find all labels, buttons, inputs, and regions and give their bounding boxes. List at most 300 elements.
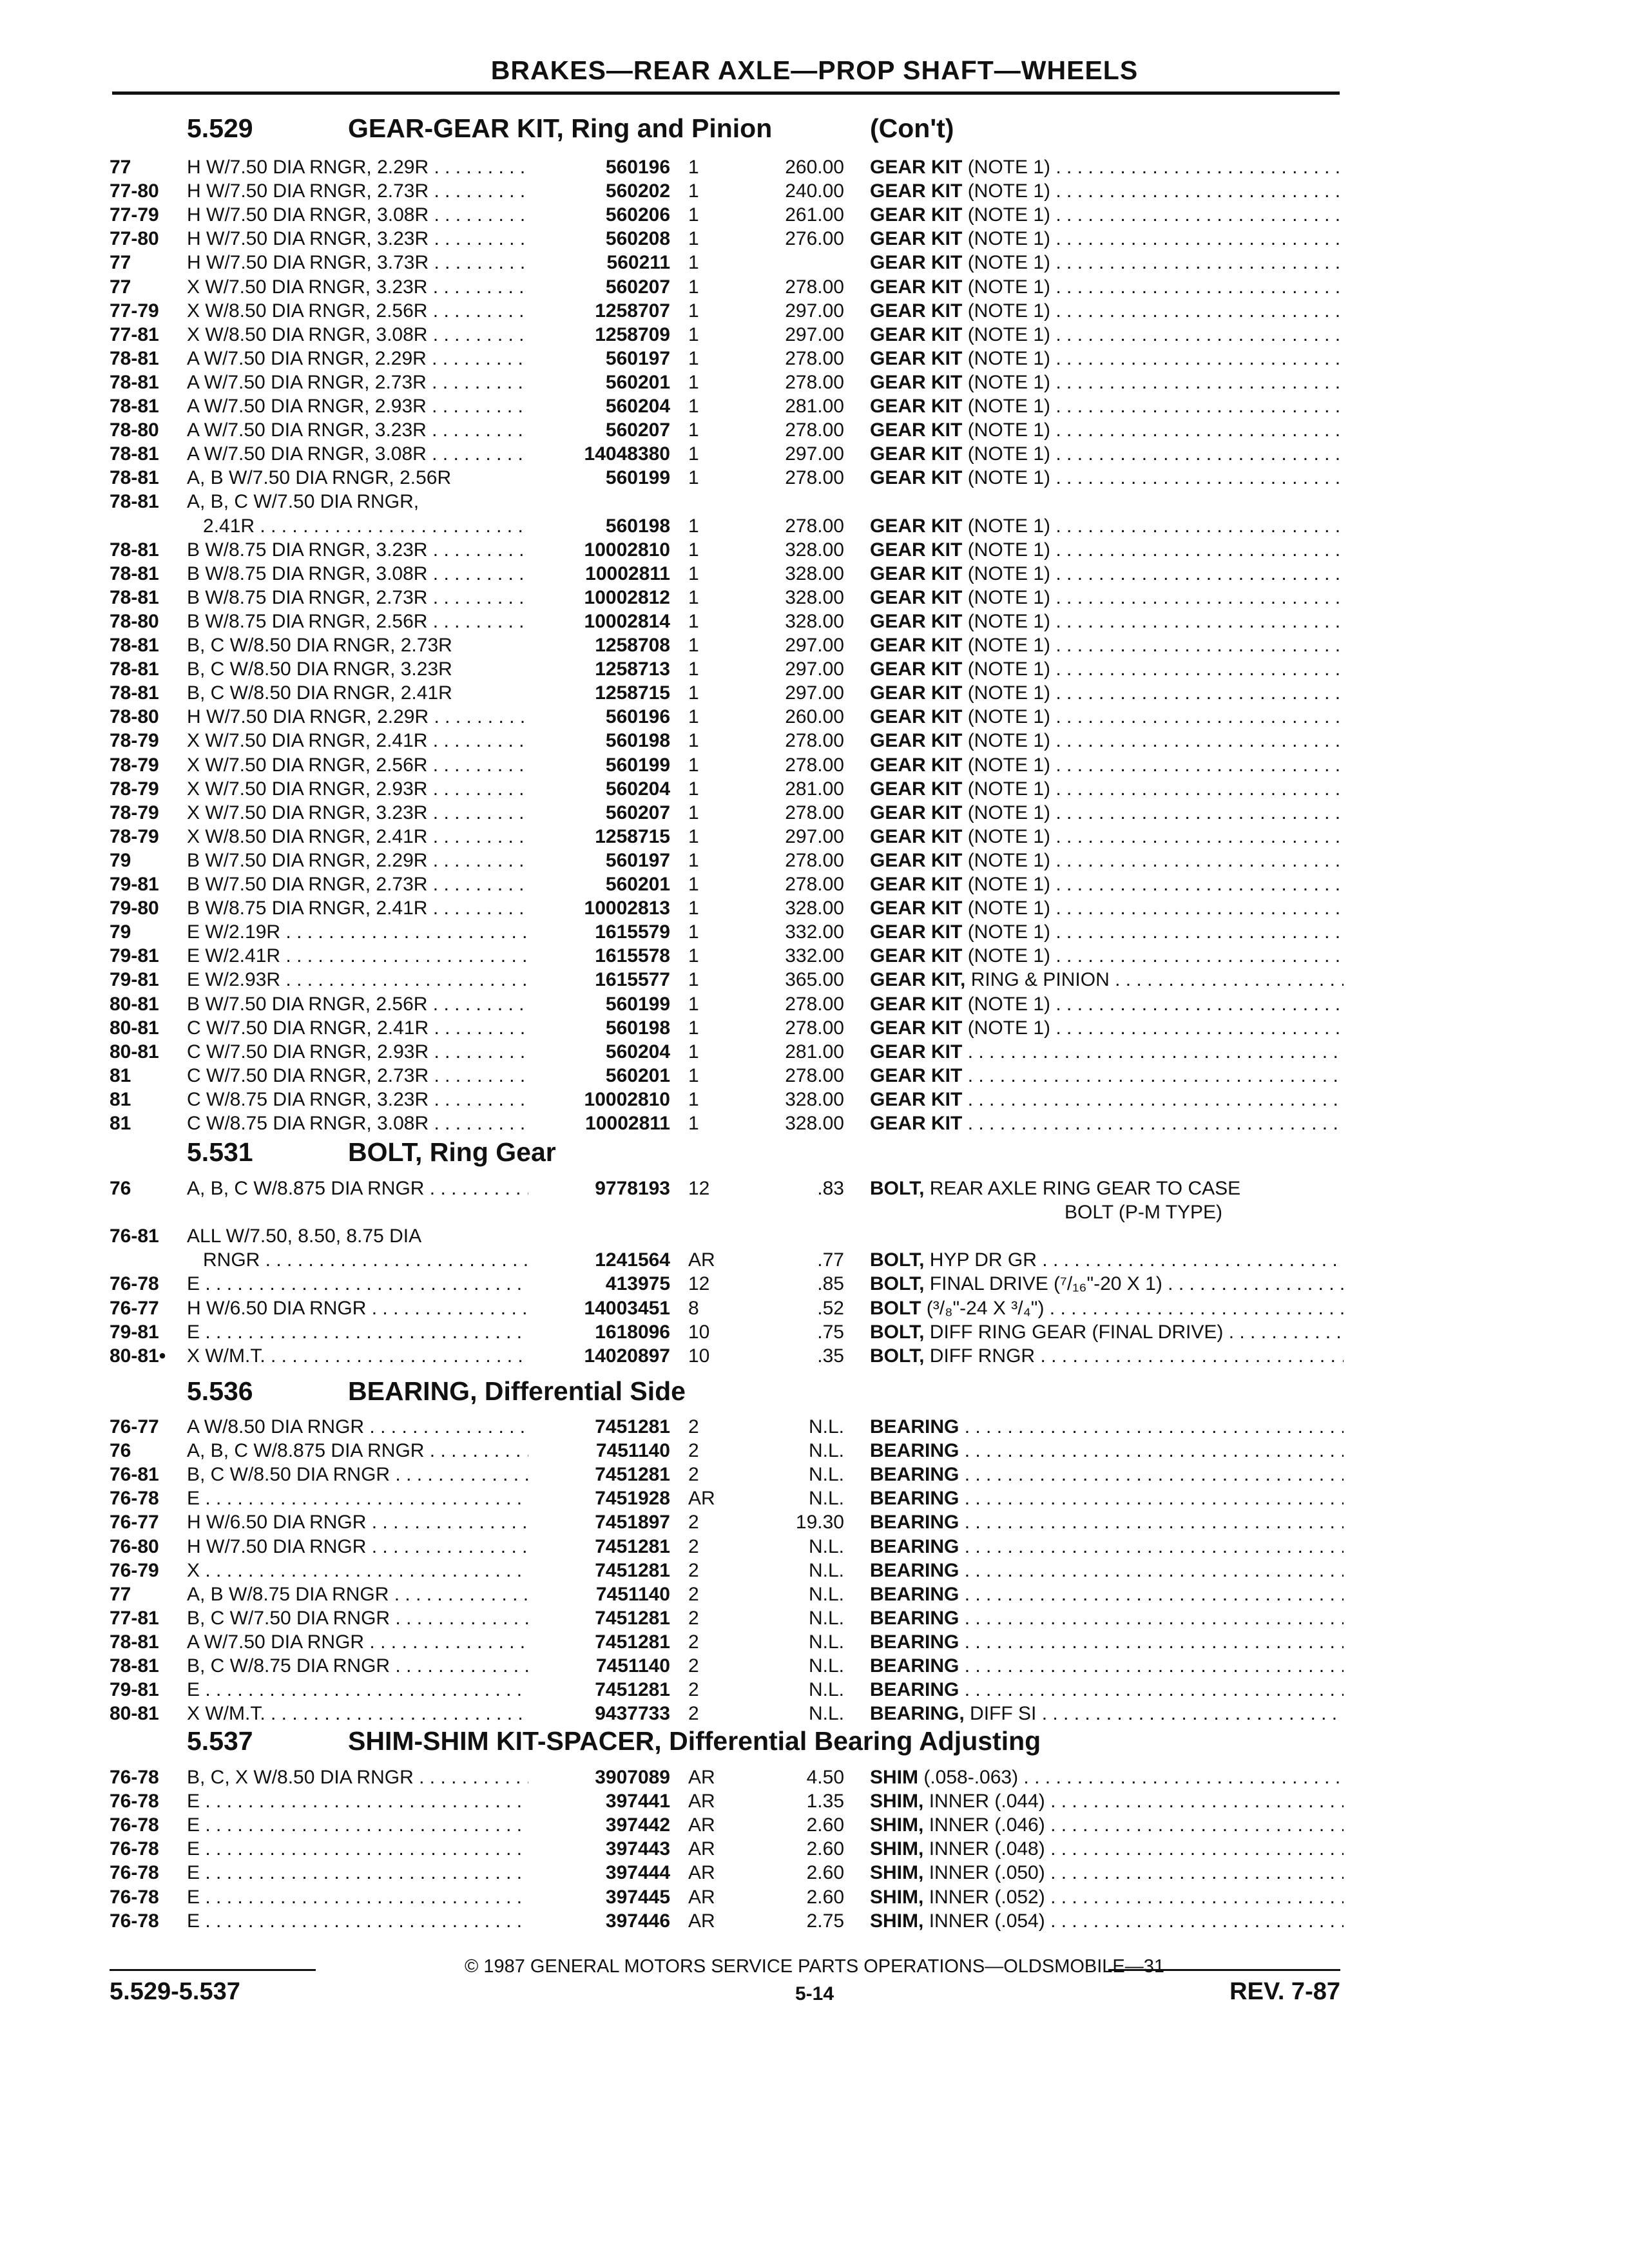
row-part-number: 10002812: [584, 586, 670, 608]
row-price: 261.00: [785, 204, 844, 226]
row-part-name-bold: GEAR KIT,: [870, 969, 966, 991]
row-price: 332.00: [785, 945, 844, 967]
row-description: E . . .: [187, 1320, 528, 1344]
row-quantity: 1: [688, 635, 699, 656]
row-part-name-bold: BOLT,: [870, 1321, 925, 1343]
row-part-name: [870, 1535, 1344, 1559]
row-description: B, C, X W/8.50 DIA RNGR . . .: [187, 1765, 528, 1789]
row-quantity: 1: [688, 849, 699, 871]
row-description: C W/7.50 DIA RNGR, 2.73R . . .: [187, 1064, 528, 1088]
row-price: 297.00: [785, 300, 844, 322]
row-part-name-detail: (³/₈"-24 X ³/₄"): [926, 1297, 1045, 1319]
row-years: 76: [110, 1440, 131, 1462]
row-part-name-bold: SHIM,: [870, 1886, 924, 1908]
row-quantity: 1: [688, 204, 699, 226]
row-part-name-detail: (NOTE 1): [967, 730, 1051, 752]
table-row: [0, 1678, 1629, 1702]
row-part-name: [870, 1559, 1344, 1582]
row-part-name-bold: GEAR KIT: [870, 825, 963, 847]
footer-copyright: © 1987 GENERAL MOTORS SERVICE PARTS OPERATIONS—OLDSMOBILE—31: [464, 1956, 1165, 1977]
row-description: A, B W/8.75 DIA RNGR . . .: [187, 1582, 528, 1606]
row-years: 76-78: [110, 1488, 159, 1510]
row-years: 76-81: [110, 1464, 159, 1486]
row-part-number: 560204: [605, 778, 670, 800]
row-quantity: 1: [688, 993, 699, 1015]
table-row: [0, 203, 1629, 227]
row-part-name: [870, 633, 1344, 657]
table-row: [0, 1320, 1629, 1344]
row-part-name: [870, 1415, 1344, 1439]
row-description: B W/7.50 DIA RNGR, 2.56R . . .: [187, 992, 528, 1016]
row-price: 281.00: [785, 1041, 844, 1062]
row-part-name: [870, 872, 1344, 896]
row-part-name: [870, 155, 1344, 179]
row-years: 78-81: [110, 467, 159, 489]
row-description: E . . .: [187, 1861, 528, 1885]
row-part-name-detail: (NOTE 1): [967, 276, 1051, 298]
row-quantity: 1: [688, 562, 699, 584]
row-years: 78-79: [110, 825, 159, 847]
row-years: 78-81: [110, 635, 159, 656]
row-part-number: 413975: [605, 1273, 670, 1295]
row-part-number: 7451281: [595, 1607, 670, 1629]
row-part-name-bold: GEAR KIT: [870, 347, 963, 369]
row-part-number: 560197: [605, 347, 670, 369]
row-description: X W/8.50 DIA RNGR, 2.56R . . .: [187, 299, 528, 323]
row-part-name: [870, 920, 1344, 944]
table-row: [0, 514, 1629, 538]
row-part-name-detail: (NOTE 1): [967, 228, 1051, 250]
row-part-name-bold: GEAR KIT: [870, 419, 963, 441]
table-row: [0, 1535, 1629, 1559]
row-part-number: 560199: [605, 993, 670, 1015]
row-part-number: 560196: [605, 157, 670, 178]
row-price: 281.00: [785, 396, 844, 417]
row-part-name: [870, 227, 1344, 251]
row-part-name-detail: (NOTE 1): [967, 754, 1051, 776]
row-years: 81: [110, 1088, 131, 1110]
row-part-name-bold: GEAR KIT: [870, 1113, 963, 1134]
row-part-number: 560204: [605, 1041, 670, 1062]
row-part-name: [870, 1813, 1344, 1837]
row-quantity: AR: [688, 1249, 715, 1271]
table-row: [0, 944, 1629, 968]
table-row: [0, 681, 1629, 705]
row-part-name-bold: GEAR KIT: [870, 323, 963, 345]
row-quantity: 2: [688, 1703, 699, 1725]
row-part-name-bold: BEARING,: [870, 1703, 965, 1725]
table-row: [0, 179, 1629, 203]
row-part-number: 1615579: [595, 921, 670, 943]
row-years: 77: [110, 1583, 131, 1605]
row-part-name: [870, 1654, 1344, 1678]
row-part-name-bold: GEAR KIT: [870, 1088, 963, 1110]
row-price: 297.00: [785, 323, 844, 345]
table-row: [0, 1813, 1629, 1837]
row-years: 76-78: [110, 1814, 159, 1836]
row-part-name-detail: (NOTE 1): [967, 682, 1051, 704]
row-part-name-bold: BOLT: [870, 1297, 921, 1319]
row-description: E W/2.41R . . .: [187, 944, 528, 968]
row-quantity: AR: [688, 1838, 715, 1860]
row-quantity: 1: [688, 323, 699, 345]
row-part-name: [870, 681, 1344, 705]
row-quantity: 2: [688, 1559, 699, 1581]
row-quantity: 1: [688, 874, 699, 895]
row-part-number: 7451140: [595, 1440, 670, 1462]
row-part-name-bold: GEAR KIT: [870, 515, 963, 537]
row-part-name: [870, 1040, 1344, 1064]
row-quantity: 2: [688, 1679, 699, 1701]
row-description: X W/7.50 DIA RNGR, 3.23R . . .: [187, 801, 528, 825]
row-part-name-detail: INNER (.048): [929, 1838, 1045, 1860]
row-description: H W/7.50 DIA RNGR, 3.73R . . .: [187, 251, 528, 274]
row-price: 19.30: [795, 1512, 844, 1533]
row-part-name-detail: DIFF RING GEAR (FINAL DRIVE): [929, 1321, 1224, 1343]
table-row: [0, 801, 1629, 825]
table-row: [0, 1606, 1629, 1630]
row-price: N.L.: [808, 1631, 844, 1653]
row-quantity: 2: [688, 1416, 699, 1437]
table-row: [0, 1200, 1629, 1224]
row-part-name-detail: (NOTE 1): [967, 849, 1051, 871]
header-rule: [112, 91, 1340, 95]
row-part-name-detail: (NOTE 1): [967, 539, 1051, 561]
row-part-name-detail: (NOTE 1): [967, 586, 1051, 608]
table-row: [0, 1272, 1629, 1296]
row-years: 76-78: [110, 1273, 159, 1295]
row-price: 278.00: [785, 874, 844, 895]
row-description: A W/7.50 DIA RNGR, 3.23R . . .: [187, 418, 528, 442]
table-row: [0, 1344, 1629, 1368]
table-row: [0, 1248, 1629, 1272]
row-part-name-detail: (NOTE 1): [967, 467, 1051, 489]
table-row: [0, 657, 1629, 681]
row-years: 79-80: [110, 898, 159, 919]
row-years: 78-80: [110, 419, 159, 441]
row-years: 79-81: [110, 945, 159, 967]
row-part-name-detail: (NOTE 1): [967, 825, 1051, 847]
row-part-number: 10002810: [584, 1088, 670, 1110]
row-quantity: 1: [688, 802, 699, 823]
table-row: [0, 562, 1629, 586]
row-part-number: 397443: [605, 1838, 670, 1860]
row-part-name: [870, 657, 1344, 681]
row-years: 78-81: [110, 586, 159, 608]
row-description: X W/M.T. . . .: [187, 1702, 528, 1725]
row-part-number: 560202: [605, 180, 670, 202]
row-description: A W/8.50 DIA RNGR . . .: [187, 1415, 528, 1439]
table-row: [0, 490, 1629, 514]
row-part-number: 7451281: [595, 1631, 670, 1653]
row-part-name-bold: GEAR KIT: [870, 874, 963, 895]
row-part-number: 7451897: [595, 1512, 670, 1533]
row-part-name: [870, 1678, 1344, 1702]
row-part-name: [870, 1016, 1344, 1040]
row-price: 2.60: [806, 1886, 844, 1908]
row-part-number: 7451281: [595, 1464, 670, 1486]
row-years: 78-81: [110, 539, 159, 561]
row-quantity: 1: [688, 1017, 699, 1039]
row-part-name-bold: GEAR KIT: [870, 658, 963, 680]
row-years: 78-81: [110, 1631, 159, 1653]
row-part-name: [870, 203, 1344, 227]
row-part-number: 7451928: [595, 1488, 670, 1510]
row-part-name-detail: RING & PINION: [970, 969, 1110, 991]
row-part-name: [870, 1789, 1344, 1813]
row-part-number: 3907089: [595, 1767, 670, 1788]
row-part-name: [870, 1177, 1344, 1200]
row-description: E . . .: [187, 1909, 528, 1933]
row-price: .77: [817, 1249, 844, 1271]
row-part-name-bold: SHIM,: [870, 1910, 924, 1932]
row-part-number: 397442: [605, 1814, 670, 1836]
row-part-number: 1258707: [595, 300, 670, 322]
row-part-name-detail: (NOTE 1): [967, 706, 1051, 728]
row-price: 281.00: [785, 778, 844, 800]
row-part-name-detail: (NOTE 1): [967, 635, 1051, 656]
table-row: [0, 1789, 1629, 1813]
section-number: 5.529: [187, 113, 253, 143]
row-description: A W/7.50 DIA RNGR, 2.73R . . .: [187, 370, 528, 394]
row-part-name: [870, 1861, 1344, 1885]
row-description: X W/7.50 DIA RNGR, 2.41R . . .: [187, 729, 528, 753]
row-part-number: 10002810: [584, 539, 670, 561]
row-quantity: AR: [688, 1791, 715, 1812]
row-part-name-bold: BOLT,: [870, 1178, 925, 1199]
row-part-name-bold: GEAR KIT: [870, 945, 963, 967]
row-part-name: [870, 1200, 1538, 1224]
row-part-name: [870, 1111, 1344, 1135]
row-part-name-bold: BEARING: [870, 1631, 959, 1653]
row-price: 297.00: [785, 635, 844, 656]
row-part-name-bold: BOLT,: [870, 1273, 925, 1295]
row-price: 4.50: [806, 1767, 844, 1788]
table-row: [0, 442, 1629, 466]
row-quantity: 1: [688, 706, 699, 728]
row-price: 278.00: [785, 730, 844, 752]
row-part-number: 14003451: [584, 1297, 670, 1319]
row-description: B W/8.75 DIA RNGR, 3.08R . . .: [187, 562, 528, 586]
row-price: N.L.: [808, 1703, 844, 1725]
row-description: X W/8.50 DIA RNGR, 2.41R . . .: [187, 825, 528, 849]
row-price: N.L.: [808, 1679, 844, 1701]
row-quantity: 8: [688, 1297, 699, 1319]
row-quantity: 2: [688, 1440, 699, 1462]
row-years: 77-80: [110, 228, 159, 250]
row-part-name-detail: INNER (.054): [929, 1910, 1045, 1932]
row-years: 77: [110, 157, 131, 178]
row-part-name: [870, 1582, 1344, 1606]
row-years: 76-78: [110, 1791, 159, 1812]
row-description: E . . .: [187, 1885, 528, 1909]
row-part-name: [870, 896, 1344, 920]
row-part-name: [870, 1837, 1344, 1861]
row-part-number: 560201: [605, 1064, 670, 1086]
page-header-title: BRAKES—REAR AXLE—PROP SHAFT—WHEELS: [490, 55, 1139, 85]
row-part-name-bold: BEARING: [870, 1488, 959, 1510]
table-row: [0, 1702, 1629, 1725]
row-part-name-bold: BOLT,: [870, 1345, 925, 1367]
row-quantity: AR: [688, 1488, 715, 1510]
footer-section-range: 5.529-5.537: [110, 1978, 240, 2005]
row-part-name-bold: GEAR KIT: [870, 921, 963, 943]
row-quantity: 1: [688, 252, 699, 274]
table-row: [0, 347, 1629, 370]
row-part-name-bold: GEAR KIT: [870, 396, 963, 417]
row-part-name-detail: (NOTE 1): [967, 898, 1051, 919]
row-part-name-bold: BEARING: [870, 1416, 959, 1437]
table-row: [0, 394, 1629, 418]
row-part-name-detail: BOLT (P-M TYPE): [1065, 1202, 1223, 1224]
table-row: [0, 586, 1629, 610]
row-price: 328.00: [785, 586, 844, 608]
row-part-number: 397445: [605, 1886, 670, 1908]
row-part-name-detail: (NOTE 1): [967, 371, 1051, 393]
row-price: 2.75: [806, 1910, 844, 1932]
row-part-name-detail: (NOTE 1): [967, 945, 1051, 967]
row-years: 78-79: [110, 778, 159, 800]
row-part-number: 7451281: [595, 1559, 670, 1581]
row-quantity: AR: [688, 1814, 715, 1836]
row-quantity: 1: [688, 539, 699, 561]
row-part-name-bold: BOLT,: [870, 1249, 925, 1271]
row-part-name-detail: (NOTE 1): [967, 300, 1051, 322]
row-quantity: 1: [688, 347, 699, 369]
row-quantity: AR: [688, 1910, 715, 1932]
row-quantity: 1: [688, 825, 699, 847]
row-price: N.L.: [808, 1440, 844, 1462]
row-years: 76-80: [110, 1535, 159, 1557]
row-years: 76-78: [110, 1767, 159, 1788]
row-price: .83: [817, 1178, 844, 1199]
row-part-number: 560198: [605, 730, 670, 752]
row-price: 240.00: [785, 180, 844, 202]
row-price: 278.00: [785, 419, 844, 441]
row-description: A, B W/7.50 DIA RNGR, 2.56R: [187, 467, 452, 489]
row-quantity: 1: [688, 180, 699, 202]
table-row: [0, 1909, 1629, 1933]
row-part-name-bold: GEAR KIT: [870, 276, 963, 298]
row-part-name: [870, 944, 1344, 968]
row-years: 76-79: [110, 1559, 159, 1581]
row-part-name-bold: GEAR KIT: [870, 898, 963, 919]
row-part-name-bold: BEARING: [870, 1679, 959, 1701]
row-part-name: [870, 777, 1344, 801]
row-part-name-bold: BEARING: [870, 1535, 959, 1557]
row-part-number: 560207: [605, 419, 670, 441]
row-part-number: 7451281: [595, 1416, 670, 1437]
row-part-name-bold: GEAR KIT: [870, 204, 963, 226]
row-part-name: [870, 705, 1344, 729]
row-price: 328.00: [785, 898, 844, 919]
row-years: 79-81: [110, 1679, 159, 1701]
table-row: [0, 1088, 1629, 1111]
table-row: [0, 777, 1629, 801]
section-heading: [0, 113, 1629, 144]
table-row: [0, 753, 1629, 777]
section-title: SHIM-SHIM KIT-SPACER, Differential Bearing Adjusting: [348, 1726, 1041, 1756]
row-description: B, C W/8.50 DIA RNGR . . .: [187, 1463, 528, 1486]
row-part-number: 7451281: [595, 1535, 670, 1557]
row-price: 278.00: [785, 467, 844, 489]
row-part-name: [870, 1486, 1344, 1510]
table-row: [0, 610, 1629, 633]
table-row: [0, 227, 1629, 251]
row-part-name: [870, 1606, 1344, 1630]
row-part-number: 10002811: [585, 1113, 670, 1134]
row-price: 297.00: [785, 443, 844, 465]
row-quantity: 1: [688, 586, 699, 608]
table-row: [0, 1510, 1629, 1534]
row-part-name-detail: (NOTE 1): [967, 443, 1051, 465]
row-price: 328.00: [785, 539, 844, 561]
row-description: H W/7.50 DIA RNGR, 2.29R . . .: [187, 705, 528, 729]
row-part-name-detail: INNER (.052): [929, 1886, 1045, 1908]
row-part-name-bold: BEARING: [870, 1440, 959, 1462]
row-part-name: [870, 1630, 1344, 1654]
row-part-name-detail: (.058-.063): [923, 1767, 1019, 1788]
row-part-name-detail: (NOTE 1): [967, 419, 1051, 441]
row-quantity: 12: [688, 1273, 710, 1295]
row-part-name-detail: REAR AXLE RING GEAR TO CASE: [929, 1178, 1241, 1199]
row-description: H W/7.50 DIA RNGR, 2.73R . . .: [187, 179, 528, 203]
row-description: 2.41R . . .: [187, 514, 528, 538]
row-quantity: 12: [688, 1178, 710, 1199]
row-part-name: [870, 514, 1344, 538]
table-row: [0, 1016, 1629, 1040]
row-part-name-bold: BEARING: [870, 1607, 959, 1629]
row-description: E W/2.93R . . .: [187, 968, 528, 992]
row-part-name-bold: GEAR KIT: [870, 539, 963, 561]
row-price: 297.00: [785, 825, 844, 847]
row-part-name-detail: (NOTE 1): [967, 204, 1051, 226]
row-quantity: AR: [688, 1862, 715, 1884]
row-part-name: [870, 1439, 1344, 1463]
row-part-name-bold: BEARING: [870, 1655, 959, 1677]
row-part-number: 10002813: [584, 898, 670, 919]
row-part-name-detail: (NOTE 1): [967, 1017, 1051, 1039]
row-description: E . . .: [187, 1813, 528, 1837]
table-row: [0, 370, 1629, 394]
row-description: H W/7.50 DIA RNGR . . .: [187, 1535, 528, 1559]
row-years: 78-81: [110, 371, 159, 393]
table-row: [0, 1861, 1629, 1885]
row-years: 80-81: [110, 1703, 159, 1725]
row-price: 2.60: [806, 1862, 844, 1884]
row-part-number: 560199: [605, 754, 670, 776]
table-row: [0, 1296, 1629, 1320]
row-part-number: 10002811: [585, 562, 670, 584]
row-quantity: 1: [688, 228, 699, 250]
table-row: [0, 1415, 1629, 1439]
row-price: 297.00: [785, 682, 844, 704]
row-years: 77-81: [110, 1607, 159, 1629]
table-row: [0, 872, 1629, 896]
row-part-name: [870, 347, 1344, 370]
row-part-name: [870, 1272, 1344, 1296]
row-part-number: 1258715: [595, 682, 670, 704]
row-part-name: [870, 610, 1344, 633]
row-part-name-bold: GEAR KIT: [870, 252, 963, 274]
row-description: E . . .: [187, 1837, 528, 1861]
row-part-name: [870, 1909, 1344, 1933]
row-price: N.L.: [808, 1464, 844, 1486]
row-part-name: [870, 1765, 1344, 1789]
row-description: C W/8.75 DIA RNGR, 3.08R . . .: [187, 1111, 528, 1135]
table-row: [0, 1064, 1629, 1088]
row-price: 278.00: [785, 1064, 844, 1086]
